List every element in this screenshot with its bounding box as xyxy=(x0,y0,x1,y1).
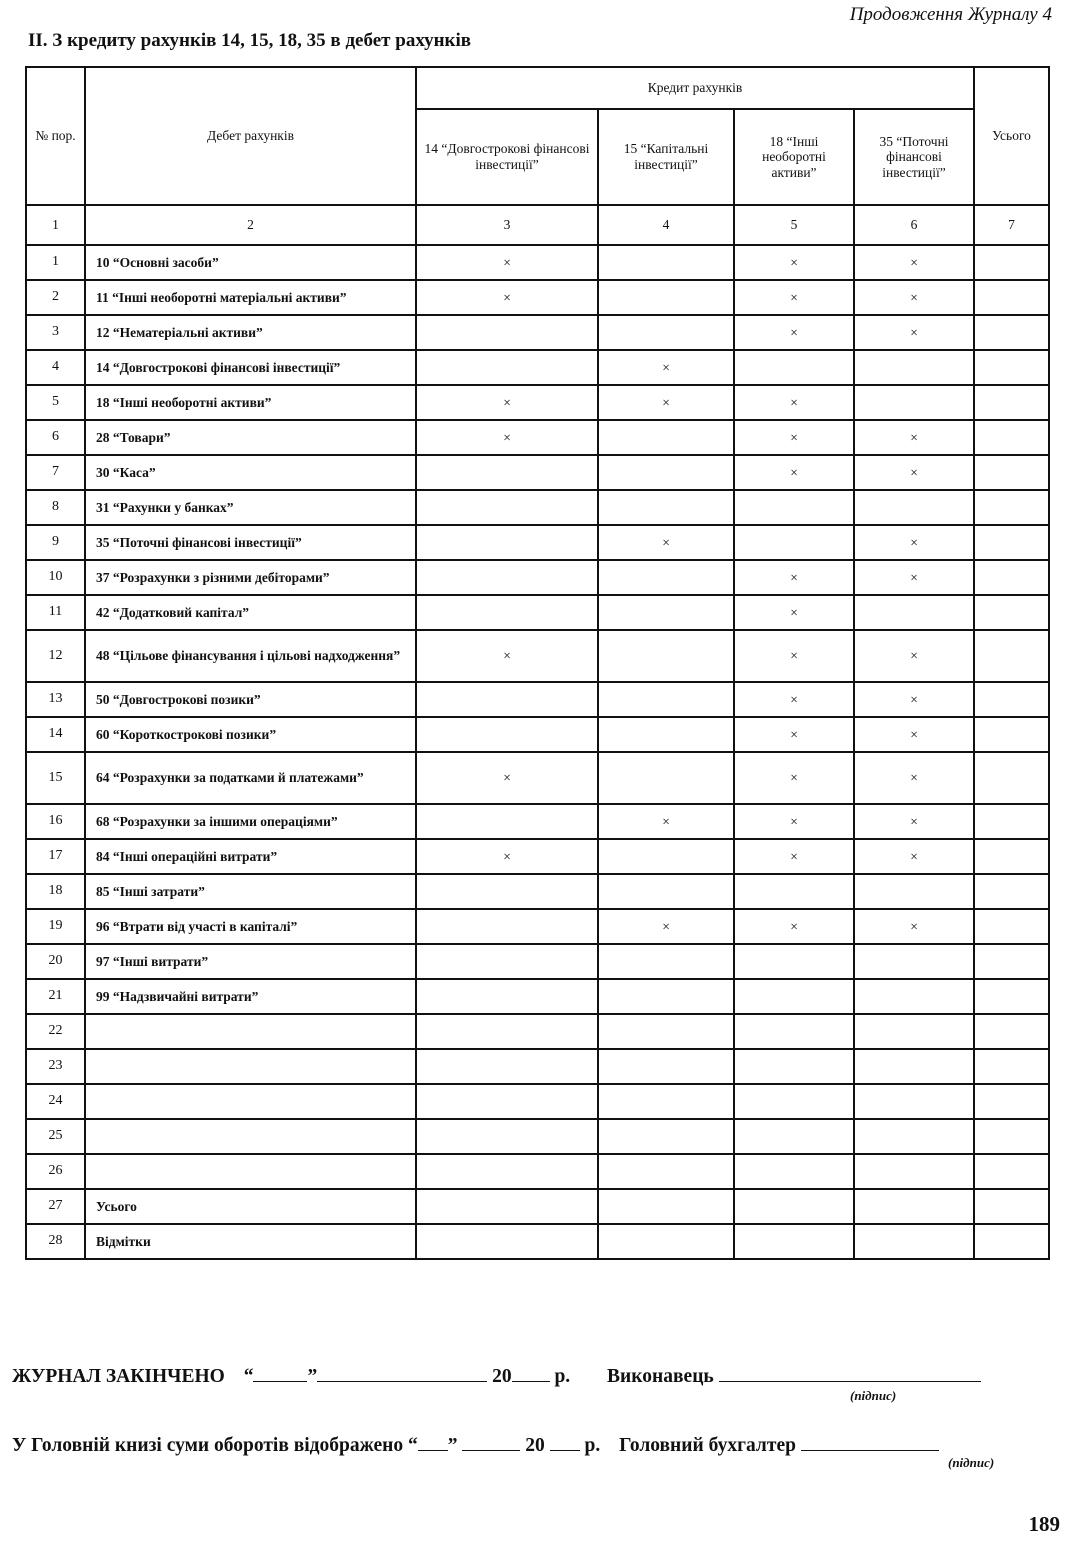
ledger-line xyxy=(12,1432,939,1457)
debit-account-name: 60 “Короткострокові позики” xyxy=(85,717,416,752)
credit-14-cell[interactable] xyxy=(416,1049,598,1084)
total-cell[interactable] xyxy=(974,630,1049,682)
table-row xyxy=(26,944,1049,979)
credit-15-cell[interactable] xyxy=(598,1049,734,1084)
table-row xyxy=(26,1084,1049,1119)
total-cell[interactable] xyxy=(974,839,1049,874)
debit-account-name: 35 “Поточні фінансові інвестиції” xyxy=(85,525,416,560)
credit-35-cell[interactable]: × xyxy=(854,455,974,490)
debit-account-name: 85 “Інші затрати” xyxy=(85,874,416,909)
total-cell[interactable] xyxy=(974,944,1049,979)
row-number: 3 xyxy=(26,315,85,350)
credit-group-header: Кредит рахунків xyxy=(416,67,974,109)
debit-account-name xyxy=(85,1014,416,1049)
section-title: II. З кредиту рахунків 14, 15, 18, 35 в дебет рахунків xyxy=(28,30,472,51)
credit-14-cell[interactable] xyxy=(416,717,598,752)
row-number: 6 xyxy=(26,420,85,455)
journal-table xyxy=(25,66,1050,1260)
credit-14-cell[interactable]: × xyxy=(416,630,598,682)
row-number: 14 xyxy=(26,717,85,752)
credit-14-cell[interactable] xyxy=(416,1084,598,1119)
credit-35-cell[interactable]: × xyxy=(854,839,974,874)
credit-col-14-header: 14 “Довгострокові фінансові інвестиції” xyxy=(416,109,598,205)
total-cell[interactable] xyxy=(974,874,1049,909)
total-cell[interactable] xyxy=(974,385,1049,420)
credit-18-cell[interactable]: × xyxy=(734,752,854,804)
credit-35-cell[interactable] xyxy=(854,1154,974,1189)
column-number: 6 xyxy=(854,205,974,245)
table-row xyxy=(26,280,1049,315)
credit-18-cell[interactable]: × xyxy=(734,280,854,315)
debit-account-name: 68 “Розрахунки за іншими операціями” xyxy=(85,804,416,839)
credit-18-cell[interactable] xyxy=(734,1014,854,1049)
credit-35-cell[interactable]: × xyxy=(854,752,974,804)
executor-signature-blank[interactable] xyxy=(719,1363,981,1382)
credit-15-cell[interactable] xyxy=(598,944,734,979)
debit-account-name xyxy=(85,1119,416,1154)
credit-15-cell[interactable] xyxy=(598,420,734,455)
total-cell[interactable] xyxy=(974,1224,1049,1259)
open-quote: “ xyxy=(243,1366,254,1387)
credit-35-cell[interactable] xyxy=(854,595,974,630)
credit-15-cell[interactable] xyxy=(598,1189,734,1224)
credit-14-cell[interactable] xyxy=(416,1224,598,1259)
row-number: 26 xyxy=(26,1154,85,1189)
credit-18-cell[interactable] xyxy=(734,1224,854,1259)
table-row xyxy=(26,874,1049,909)
credit-35-cell[interactable] xyxy=(854,350,974,385)
chief-accountant-label: Головний бухгалтер xyxy=(619,1435,796,1456)
debit-account-name: 10 “Основні засоби” xyxy=(85,245,416,280)
close-quote: ” xyxy=(447,1435,458,1456)
credit-18-cell[interactable]: × xyxy=(734,682,854,717)
credit-15-cell[interactable] xyxy=(598,682,734,717)
debit-account-name: Відмітки xyxy=(85,1224,416,1259)
credit-14-cell[interactable] xyxy=(416,944,598,979)
credit-14-cell[interactable] xyxy=(416,455,598,490)
credit-35-cell[interactable] xyxy=(854,385,974,420)
total-cell[interactable] xyxy=(974,979,1049,1014)
debit-account-name xyxy=(85,1154,416,1189)
chief-signature-caption: (підпис) xyxy=(948,1455,995,1470)
table-row xyxy=(26,245,1049,280)
table-row xyxy=(26,560,1049,595)
table-row xyxy=(26,1014,1049,1049)
total-cell[interactable] xyxy=(974,245,1049,280)
column-numbers-row xyxy=(26,205,1049,245)
credit-18-cell[interactable]: × xyxy=(734,909,854,944)
credit-14-cell[interactable] xyxy=(416,1014,598,1049)
credit-18-cell[interactable]: × xyxy=(734,385,854,420)
debit-account-name: 12 “Нематеріальні активи” xyxy=(85,315,416,350)
debit-account-name: 11 “Інші необоротні матеріальні активи” xyxy=(85,280,416,315)
credit-15-cell[interactable] xyxy=(598,752,734,804)
credit-14-cell[interactable]: × xyxy=(416,280,598,315)
credit-35-cell[interactable] xyxy=(854,1049,974,1084)
credit-35-cell[interactable] xyxy=(854,1189,974,1224)
table-row xyxy=(26,315,1049,350)
credit-18-cell[interactable] xyxy=(734,1049,854,1084)
debit-account-name: 42 “Додатковий капітал” xyxy=(85,595,416,630)
credit-14-cell[interactable] xyxy=(416,1119,598,1154)
row-number: 23 xyxy=(26,1049,85,1084)
credit-18-cell[interactable] xyxy=(734,979,854,1014)
open-quote: “ xyxy=(408,1435,418,1456)
table-row xyxy=(26,1049,1049,1084)
credit-15-cell[interactable] xyxy=(598,455,734,490)
credit-18-cell[interactable] xyxy=(734,490,854,525)
debit-account-name xyxy=(85,1084,416,1119)
total-cell[interactable] xyxy=(974,420,1049,455)
row-number: 19 xyxy=(26,909,85,944)
credit-15-cell[interactable] xyxy=(598,630,734,682)
debit-account-name: 50 “Довгострокові позики” xyxy=(85,682,416,717)
credit-14-cell[interactable]: × xyxy=(416,385,598,420)
credit-14-cell[interactable]: × xyxy=(416,752,598,804)
row-number: 18 xyxy=(26,874,85,909)
ledger-day-blank[interactable] xyxy=(418,1432,448,1451)
debit-account-name: 97 “Інші витрати” xyxy=(85,944,416,979)
ledger-label: У Головній книзі суми оборотів відображено xyxy=(12,1435,404,1456)
credit-14-cell[interactable] xyxy=(416,909,598,944)
journal-closed-label: ЖУРНАЛ ЗАКІНЧЕНО xyxy=(12,1366,225,1387)
row-number: 20 xyxy=(26,944,85,979)
credit-15-cell[interactable] xyxy=(598,979,734,1014)
row-number: 15 xyxy=(26,752,85,804)
row-number: 5 xyxy=(26,385,85,420)
credit-18-cell[interactable]: × xyxy=(734,804,854,839)
table-row xyxy=(26,350,1049,385)
total-cell[interactable] xyxy=(974,1049,1049,1084)
table-row xyxy=(26,979,1049,1014)
row-number: 28 xyxy=(26,1224,85,1259)
credit-14-cell[interactable]: × xyxy=(416,420,598,455)
row-number: 4 xyxy=(26,350,85,385)
col-num-header: № пор. xyxy=(26,67,85,205)
total-cell[interactable] xyxy=(974,560,1049,595)
debit-account-name xyxy=(85,1049,416,1084)
total-cell[interactable] xyxy=(974,1084,1049,1119)
credit-18-cell[interactable] xyxy=(734,525,854,560)
credit-14-cell[interactable]: × xyxy=(416,839,598,874)
year-suffix: р. xyxy=(584,1435,601,1456)
credit-14-cell[interactable] xyxy=(416,874,598,909)
credit-14-cell[interactable] xyxy=(416,525,598,560)
row-number: 17 xyxy=(26,839,85,874)
column-number: 4 xyxy=(598,205,734,245)
table-row xyxy=(26,839,1049,874)
credit-14-cell[interactable] xyxy=(416,595,598,630)
year-suffix: р. xyxy=(554,1366,571,1387)
column-number: 5 xyxy=(734,205,854,245)
credit-35-cell[interactable]: × xyxy=(854,245,974,280)
credit-18-cell[interactable]: × xyxy=(734,455,854,490)
credit-14-cell[interactable] xyxy=(416,350,598,385)
column-number: 3 xyxy=(416,205,598,245)
total-cell[interactable] xyxy=(974,490,1049,525)
credit-18-cell[interactable]: × xyxy=(734,630,854,682)
credit-18-cell[interactable]: × xyxy=(734,245,854,280)
credit-18-cell[interactable] xyxy=(734,944,854,979)
row-number: 27 xyxy=(26,1189,85,1224)
year-prefix: 20 xyxy=(492,1366,512,1387)
table-row xyxy=(26,1154,1049,1189)
credit-35-cell[interactable] xyxy=(854,490,974,525)
total-cell[interactable] xyxy=(974,350,1049,385)
credit-35-cell[interactable] xyxy=(854,979,974,1014)
table-row xyxy=(26,804,1049,839)
credit-35-cell[interactable] xyxy=(854,1014,974,1049)
credit-18-cell[interactable] xyxy=(734,874,854,909)
credit-18-cell[interactable]: × xyxy=(734,315,854,350)
credit-35-cell[interactable]: × xyxy=(854,682,974,717)
debit-account-name: Усього xyxy=(85,1189,416,1224)
row-number: 9 xyxy=(26,525,85,560)
credit-15-cell[interactable] xyxy=(598,1119,734,1154)
row-number: 10 xyxy=(26,560,85,595)
row-number: 8 xyxy=(26,490,85,525)
credit-35-cell[interactable] xyxy=(854,1224,974,1259)
credit-35-cell[interactable]: × xyxy=(854,717,974,752)
total-cell[interactable] xyxy=(974,909,1049,944)
credit-15-cell[interactable] xyxy=(598,1084,734,1119)
credit-35-cell[interactable]: × xyxy=(854,315,974,350)
row-number: 21 xyxy=(26,979,85,1014)
total-cell[interactable] xyxy=(974,280,1049,315)
credit-col-15-header: 15 “Капітальні інвестиції” xyxy=(598,109,734,205)
total-cell[interactable] xyxy=(974,525,1049,560)
table-row xyxy=(26,682,1049,717)
credit-35-cell[interactable]: × xyxy=(854,560,974,595)
table-row xyxy=(26,717,1049,752)
credit-15-cell[interactable] xyxy=(598,1154,734,1189)
credit-15-cell[interactable] xyxy=(598,717,734,752)
total-cell[interactable] xyxy=(974,1119,1049,1154)
row-number: 11 xyxy=(26,595,85,630)
debit-account-name: 14 “Довгострокові фінансові інвестиції” xyxy=(85,350,416,385)
executor-label: Виконавець xyxy=(607,1366,714,1387)
credit-18-cell[interactable] xyxy=(734,1154,854,1189)
row-number: 12 xyxy=(26,630,85,682)
credit-18-cell[interactable]: × xyxy=(734,560,854,595)
row-number: 1 xyxy=(26,245,85,280)
credit-15-cell[interactable] xyxy=(598,315,734,350)
table-row xyxy=(26,1224,1049,1259)
total-cell[interactable] xyxy=(974,1189,1049,1224)
table-row xyxy=(26,420,1049,455)
credit-15-cell[interactable] xyxy=(598,245,734,280)
year-prefix: 20 xyxy=(525,1435,545,1456)
table-row xyxy=(26,1119,1049,1154)
total-header: Усього xyxy=(974,67,1049,205)
col-debit-header: Дебет рахунків xyxy=(85,67,416,205)
debit-account-name: 96 “Втрати від участі в капіталі” xyxy=(85,909,416,944)
total-cell[interactable] xyxy=(974,455,1049,490)
total-cell[interactable] xyxy=(974,804,1049,839)
total-cell[interactable] xyxy=(974,1014,1049,1049)
credit-35-cell[interactable]: × xyxy=(854,909,974,944)
credit-14-cell[interactable] xyxy=(416,682,598,717)
credit-14-cell[interactable]: × xyxy=(416,245,598,280)
table-row xyxy=(26,909,1049,944)
credit-15-cell[interactable] xyxy=(598,1224,734,1259)
ledger-year-blank[interactable] xyxy=(550,1432,580,1451)
year-blank[interactable] xyxy=(512,1363,550,1382)
table-row xyxy=(26,595,1049,630)
column-number: 1 xyxy=(26,205,85,245)
credit-18-cell[interactable]: × xyxy=(734,717,854,752)
total-cell[interactable] xyxy=(974,682,1049,717)
credit-14-cell[interactable] xyxy=(416,315,598,350)
day-blank[interactable] xyxy=(253,1363,307,1382)
credit-18-cell[interactable]: × xyxy=(734,420,854,455)
credit-15-cell[interactable] xyxy=(598,1014,734,1049)
table-row xyxy=(26,752,1049,804)
row-number: 24 xyxy=(26,1084,85,1119)
total-cell[interactable] xyxy=(974,752,1049,804)
credit-18-cell[interactable] xyxy=(734,1119,854,1154)
credit-col-18-header: 18 “Інші необоротні активи” xyxy=(734,109,854,205)
page-number: 189 xyxy=(1028,1512,1060,1536)
row-number: 7 xyxy=(26,455,85,490)
debit-account-name: 37 “Розрахунки з різними дебіторами” xyxy=(85,560,416,595)
credit-14-cell[interactable] xyxy=(416,1154,598,1189)
table-row xyxy=(26,455,1049,490)
credit-15-cell[interactable]: × xyxy=(598,350,734,385)
row-number: 25 xyxy=(26,1119,85,1154)
total-cell[interactable] xyxy=(974,315,1049,350)
credit-35-cell[interactable]: × xyxy=(854,804,974,839)
total-cell[interactable] xyxy=(974,717,1049,752)
debit-account-name: 84 “Інші операційні витрати” xyxy=(85,839,416,874)
credit-35-cell[interactable] xyxy=(854,1119,974,1154)
debit-account-name: 28 “Товари” xyxy=(85,420,416,455)
row-number: 13 xyxy=(26,682,85,717)
journal-body xyxy=(26,245,1049,1259)
credit-14-cell[interactable] xyxy=(416,1189,598,1224)
debit-account-name: 99 “Надзвичайні витрати” xyxy=(85,979,416,1014)
executor-signature-caption: (підпис) xyxy=(850,1388,897,1403)
credit-18-cell[interactable]: × xyxy=(734,595,854,630)
debit-account-name: 48 “Цільове фінансування і цільові надходження” xyxy=(85,630,416,682)
table-row xyxy=(26,1189,1049,1224)
credit-18-cell[interactable]: × xyxy=(734,839,854,874)
month-blank[interactable] xyxy=(317,1363,487,1382)
column-number: 2 xyxy=(85,205,416,245)
total-cell[interactable] xyxy=(974,595,1049,630)
credit-14-cell[interactable] xyxy=(416,560,598,595)
credit-14-cell[interactable] xyxy=(416,490,598,525)
credit-35-cell[interactable] xyxy=(854,874,974,909)
table-row xyxy=(26,525,1049,560)
table-row xyxy=(26,630,1049,682)
credit-14-cell[interactable] xyxy=(416,804,598,839)
credit-18-cell[interactable] xyxy=(734,1189,854,1224)
credit-35-cell[interactable]: × xyxy=(854,420,974,455)
credit-35-cell[interactable]: × xyxy=(854,525,974,560)
total-cell[interactable] xyxy=(974,1154,1049,1189)
header-row-1 xyxy=(26,67,1049,109)
credit-18-cell[interactable] xyxy=(734,350,854,385)
credit-15-cell[interactable]: × xyxy=(598,909,734,944)
ledger-month-blank[interactable] xyxy=(462,1432,520,1451)
credit-18-cell[interactable] xyxy=(734,1084,854,1119)
column-number: 7 xyxy=(974,205,1049,245)
credit-15-cell[interactable] xyxy=(598,595,734,630)
credit-15-cell[interactable] xyxy=(598,280,734,315)
table-row xyxy=(26,490,1049,525)
row-number: 22 xyxy=(26,1014,85,1049)
row-number: 2 xyxy=(26,280,85,315)
debit-account-name: 30 “Каса” xyxy=(85,455,416,490)
credit-15-cell[interactable] xyxy=(598,560,734,595)
credit-35-cell[interactable]: × xyxy=(854,630,974,682)
close-quote: ” xyxy=(307,1366,318,1387)
table-row xyxy=(26,385,1049,420)
credit-35-cell[interactable] xyxy=(854,1084,974,1119)
journal-closed-line xyxy=(12,1363,981,1388)
credit-35-cell[interactable]: × xyxy=(854,280,974,315)
debit-account-name: 31 “Рахунки у банках” xyxy=(85,490,416,525)
debit-account-name: 18 “Інші необоротні активи” xyxy=(85,385,416,420)
credit-15-cell[interactable]: × xyxy=(598,525,734,560)
chief-accountant-signature-blank[interactable] xyxy=(801,1432,939,1451)
credit-14-cell[interactable] xyxy=(416,979,598,1014)
credit-35-cell[interactable] xyxy=(854,944,974,979)
continuation-label: Продовження Журналу 4 xyxy=(849,4,1052,25)
credit-15-cell[interactable]: × xyxy=(598,385,734,420)
credit-15-cell[interactable] xyxy=(598,490,734,525)
credit-col-35-header: 35 “Поточні фінансові інвестиції” xyxy=(854,109,974,205)
credit-15-cell[interactable]: × xyxy=(598,804,734,839)
credit-15-cell[interactable] xyxy=(598,839,734,874)
debit-account-name: 64 “Розрахунки за податками й платежами” xyxy=(85,752,416,804)
row-number: 16 xyxy=(26,804,85,839)
credit-15-cell[interactable] xyxy=(598,874,734,909)
